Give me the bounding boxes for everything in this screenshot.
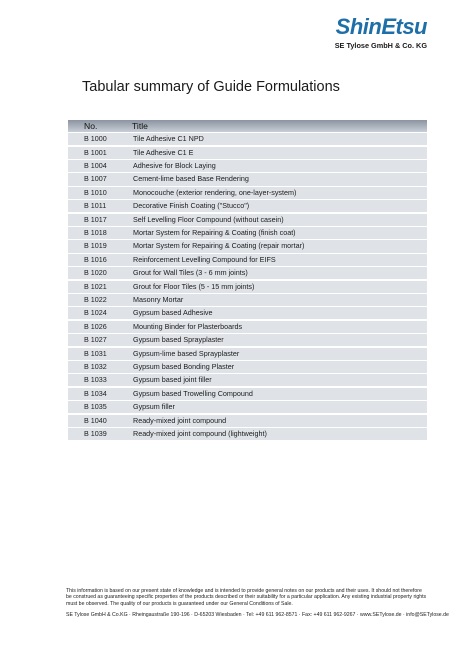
- footer-contact: SE Tylose GmbH & Co.KG · Rheingaustraße 190-196 · D-65203 Wiesbaden · Tel: +49 611 962-8571 · Fax: +49 611 962-9267 · www.SETylose.de · info@SETylose.de: [66, 611, 449, 618]
- header-no: No.: [84, 121, 98, 131]
- table-row: [68, 415, 427, 427]
- row-title: Grout for Floor Tiles (5 - 15 mm joints): [133, 281, 255, 291]
- row-number: B 1007: [84, 174, 107, 184]
- page-title: Tabular summary of Guide Formulations: [82, 79, 340, 95]
- row-title: Cement-lime based Base Rendering: [133, 174, 249, 184]
- row-title: Tile Adhesive C1 E: [133, 147, 194, 157]
- row-number: B 1034: [84, 388, 107, 398]
- table-row: [68, 388, 427, 400]
- table-row: [68, 348, 427, 360]
- row-number: B 1018: [84, 228, 107, 238]
- row-number: B 1022: [84, 294, 107, 304]
- row-title: Mortar System for Repairing & Coating (repair mortar): [133, 241, 305, 251]
- row-number: B 1020: [84, 268, 107, 278]
- row-number: B 1032: [84, 361, 107, 371]
- row-number: B 1000: [84, 134, 107, 144]
- row-title: Gypsum-lime based Sprayplaster: [133, 348, 240, 358]
- row-title: Gypsum based Trowelling Compound: [133, 388, 253, 398]
- company-logo: [335, 16, 427, 50]
- row-number: B 1024: [84, 308, 107, 318]
- row-number: B 1017: [84, 214, 107, 224]
- table-row: [68, 133, 427, 145]
- row-number: B 1031: [84, 348, 107, 358]
- table-row: [68, 160, 427, 172]
- row-title: Monocouche (exterior rendering, one-layer-system): [133, 187, 297, 197]
- row-title: Gypsum based Bonding Plaster: [133, 361, 235, 371]
- table-row: [68, 334, 427, 346]
- row-title: Gypsum based Sprayplaster: [133, 335, 224, 345]
- table-row: [68, 428, 427, 440]
- logo-company-name: SE Tylose GmbH & Co. KG: [334, 41, 427, 50]
- row-number: B 1011: [84, 201, 107, 211]
- table-row: [68, 173, 427, 185]
- row-title: Mounting Binder for Plasterboards: [133, 321, 243, 331]
- page-footer: [66, 588, 449, 618]
- row-number: B 1004: [84, 161, 107, 171]
- table-row: [68, 254, 427, 266]
- row-number: B 1021: [84, 281, 107, 291]
- table-row: [68, 294, 427, 306]
- header-title: Title: [132, 121, 148, 131]
- table-row: [68, 374, 427, 386]
- table-row: [68, 187, 427, 199]
- logo-brand-mark: ShinEtsu: [335, 14, 427, 39]
- row-number: B 1001: [84, 147, 107, 157]
- table-row: [68, 267, 427, 279]
- table-row: [68, 361, 427, 373]
- row-number: B 1027: [84, 335, 107, 345]
- row-title: Self Levelling Floor Compound (without casein): [133, 214, 284, 224]
- row-number: B 1016: [84, 254, 107, 264]
- row-number: B 1019: [84, 241, 107, 251]
- table-row: [68, 401, 427, 413]
- row-title: Grout for Wall Tiles (3 - 6 mm joints): [133, 268, 248, 278]
- table-row: [68, 227, 427, 239]
- formulations-table: [68, 120, 427, 440]
- row-number: B 1039: [84, 428, 107, 438]
- row-title: Tile Adhesive C1 NPD: [133, 134, 204, 144]
- table-row: [68, 200, 427, 212]
- table-header: [68, 120, 427, 132]
- row-title: Reinforcement Levelling Compound for EIFS: [133, 254, 276, 264]
- footer-disclaimer: This information is based on our present state of knowledge and is intended to provide general notes on our products and their uses. It should not therefore be construed as guaranteeing specific properties of the products described or their suitability for a particular application. Any existing industrial property rights must be observed. The quality of our products is guaranteed under our General Conditions of Sale.: [66, 588, 427, 607]
- row-title: Gypsum based Adhesive: [133, 308, 213, 318]
- row-title: Ready-mixed joint compound: [133, 415, 227, 425]
- table-row: [68, 147, 427, 159]
- table-row: [68, 321, 427, 333]
- row-title: Ready-mixed joint compound (lightweight): [133, 428, 267, 438]
- row-title: Gypsum based joint filler: [133, 375, 212, 385]
- row-number: B 1040: [84, 415, 107, 425]
- row-title: Mortar System for Repairing & Coating (finish coat): [133, 228, 296, 238]
- row-title: Gypsum filler: [133, 402, 175, 412]
- table-row: [68, 214, 427, 226]
- row-number: B 1035: [84, 402, 107, 412]
- row-title: Decorative Finish Coating ("Stucco"): [133, 201, 250, 211]
- row-number: B 1033: [84, 375, 107, 385]
- row-title: Adhesive for Block Laying: [133, 161, 216, 171]
- table-row: [68, 281, 427, 293]
- row-title: Masonry Mortar: [133, 294, 184, 304]
- row-number: B 1026: [84, 321, 107, 331]
- table-row: [68, 307, 427, 319]
- table-row: [68, 240, 427, 252]
- row-number: B 1010: [84, 187, 107, 197]
- table-body: [68, 133, 427, 440]
